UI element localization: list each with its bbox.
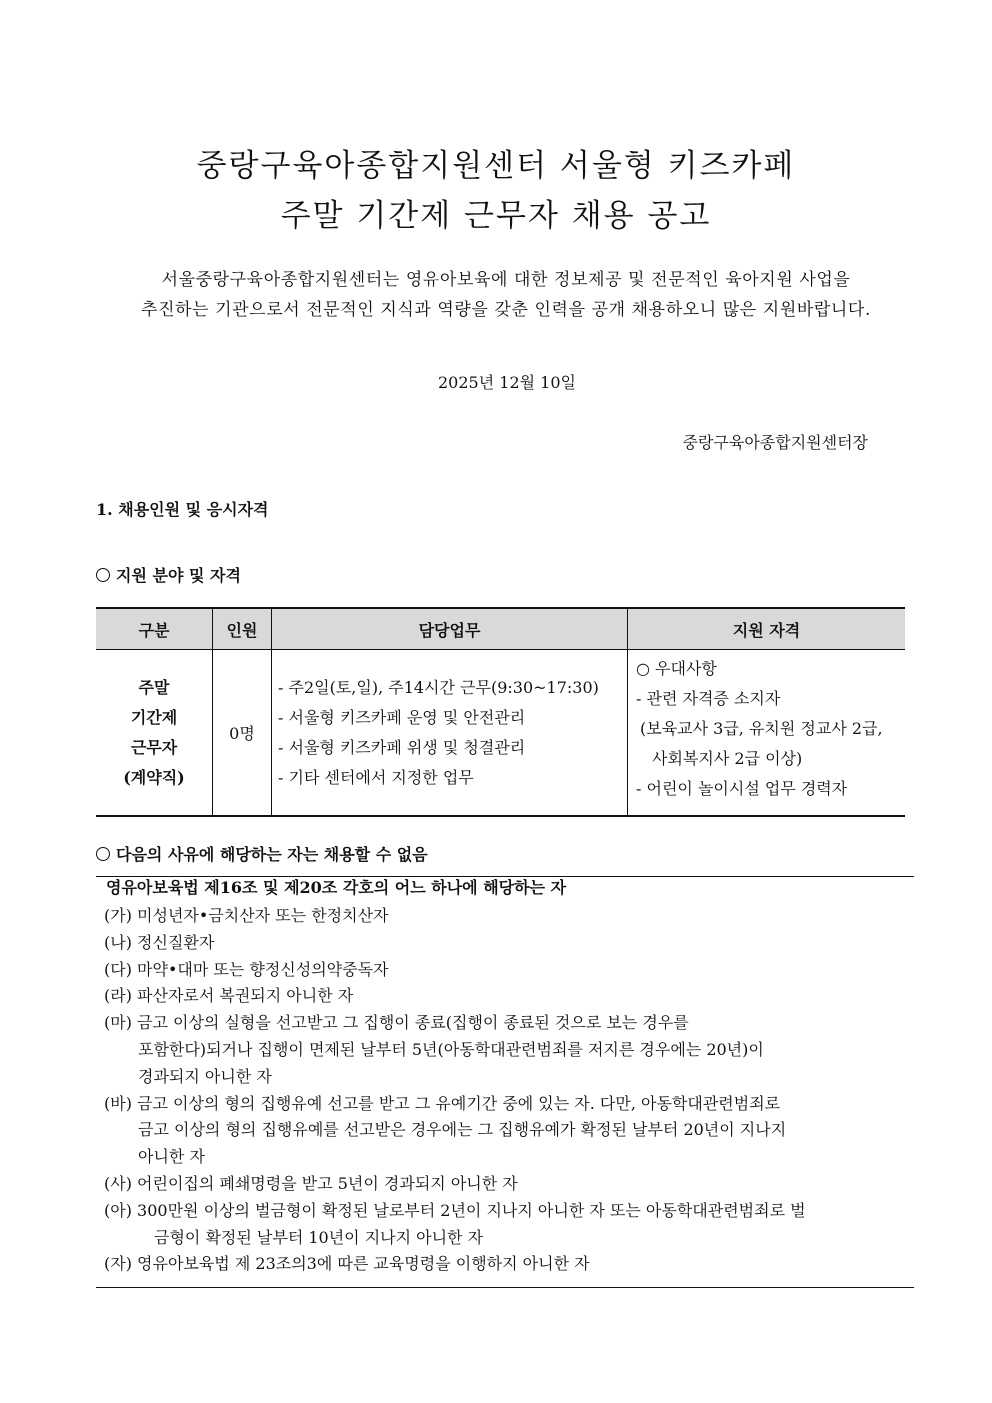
- cell-duties: [272, 650, 628, 817]
- duty-item: - 서울형 키즈카페 위생 및 청결관리: [278, 737, 526, 757]
- notice-title-line2: 주말 기간제 근무자 채용 공고: [280, 198, 712, 234]
- category-line: 근무자: [130, 737, 178, 757]
- disqualification-box-heading: 영유아보육법 제16조 및 제20조 각호의 어느 하나에 해당하는 자: [106, 878, 567, 897]
- subsection-heading-text: 다음의 사유에 해당하는 자는 채용할 수 없음: [116, 845, 428, 864]
- subsection-heading-qualifications: [96, 563, 241, 586]
- list-item-continuation: 금형이 확정된 날부터 10년이 지나지 아니한 자: [154, 1227, 484, 1247]
- qualification-item: - 관련 자격증 소지자: [636, 689, 781, 708]
- list-item-continuation: 경과되지 아니한 자: [138, 1066, 272, 1086]
- list-item: (라) 파산자로서 복권되지 아니한 자: [104, 986, 354, 1006]
- qualification-item: (보육교사 3급, 유치원 정교사 2급,: [640, 719, 883, 738]
- list-item: (바) 금고 이상의 형의 집행유예 선고를 받고 그 유예기간 중에 있는 자. 다만, 아동학대관련범죄로: [104, 1093, 781, 1113]
- category-line: 주말: [138, 677, 170, 697]
- duty-item: - 서울형 키즈카페 운영 및 안전관리: [278, 707, 526, 727]
- notice-title-line1: 중랑구육아종합지원센터 서울형 키즈카페: [196, 148, 796, 184]
- category-line: 기간제: [130, 707, 178, 727]
- intro-line2: 추진하는 기관으로서 전문적인 지식과 역량을 갖춘 인력을 공개 채용하오니 많은 지원바랍니다.: [141, 300, 871, 320]
- circle-bullet-icon: [96, 568, 110, 582]
- intro-line1: 서울중랑구육아종합지원센터는 영유아보육에 대한 정보제공 및 전문적인 육아지원 사업을: [161, 270, 851, 290]
- subsection-heading-disqualification: [96, 842, 428, 865]
- notice-date: 2025년 12월 10일: [438, 373, 576, 392]
- subsection-heading-text: 지원 분야 및 자격: [116, 566, 241, 585]
- duty-item: - 기타 센터에서 지정한 업무: [278, 767, 474, 787]
- header-category: 구분: [96, 608, 213, 650]
- cell-category: [96, 650, 213, 817]
- list-item: (마) 금고 이상의 실형을 선고받고 그 집행이 종료(집행이 종료된 것으로 보는 경우를: [104, 1013, 689, 1033]
- list-item: (나) 정신질환자: [104, 932, 215, 952]
- list-item: (아) 300만원 이상의 벌금형이 확정된 날로부터 2년이 지나지 아니한 자 또는 아동학대관련범죄로 벌: [104, 1200, 806, 1220]
- cell-qualification: [628, 650, 906, 817]
- list-item: (사) 어린이집의 폐쇄명령을 받고 5년이 경과되지 아니한 자: [104, 1173, 518, 1193]
- qualification-item: 사회복지사 2급 이상): [652, 749, 803, 768]
- disqualification-list: [104, 903, 806, 1278]
- list-item-continuation: 금고 이상의 형의 집행유예를 선고받은 경우에는 그 집행유예가 확정된 날부터 20년이 지나지: [138, 1120, 787, 1140]
- list-item-continuation: 아니한 자: [138, 1147, 205, 1167]
- list-item: (가) 미성년자•금치산자 또는 한정치산자: [104, 906, 389, 925]
- cell-headcount: 0명: [213, 650, 272, 817]
- circle-bullet-icon: [96, 847, 110, 861]
- list-item: (자) 영유아보육법 제 23조의3에 따른 교육명령을 이행하지 아니한 자: [104, 1254, 590, 1274]
- table-row: [96, 650, 905, 817]
- qualification-item: - 어린이 놀이시설 업무 경력자: [636, 779, 848, 798]
- header-duties: 담당업무: [272, 608, 628, 650]
- table-header-row: [96, 608, 905, 650]
- disqualification-box: [96, 876, 914, 1288]
- qualification-item: ○ 우대사항: [636, 659, 717, 678]
- section-heading-recruitment: 1. 채용인원 및 응시자격: [96, 500, 269, 519]
- duty-item: - 주2일(토,일), 주14시간 근무(9:30~17:30): [278, 677, 599, 697]
- header-headcount: 인원: [213, 608, 272, 650]
- category-line: (계약직): [123, 767, 185, 787]
- list-item-continuation: 포함한다)되거나 집행이 면제된 날부터 5년(아동학대관련범죄를 저지른 경우에는 20년)이: [138, 1039, 764, 1059]
- recruitment-table: [96, 607, 905, 817]
- signer: 중랑구육아종합지원센터장: [682, 433, 868, 452]
- header-qualification: 지원 자격: [628, 608, 906, 650]
- list-item: (다) 마약•대마 또는 향정신성의약중독자: [104, 959, 389, 979]
